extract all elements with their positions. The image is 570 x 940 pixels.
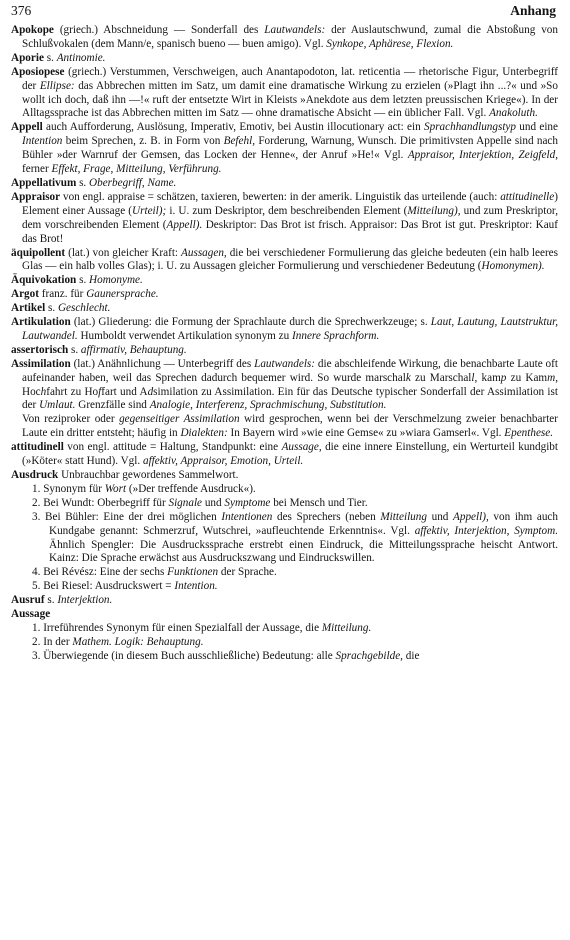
- entry-headword: äquipollent: [11, 246, 66, 259]
- entry-body: auch Aufforderung, Auslösung, Imperativ, Emotiv, bei Austin illocutionary act: ein Sprachhandlungstyp und eine Intention beim Sprechen, z. B. in Form von Befehl, Forderung, Warnung, Wunsch. Die primitivsten Appelle sind nach Bühler »der Warnruf der Gemsen, das Locken der Henne«, der Anruf »He!« Vgl. Appraisor, Interjektion, Zeigfeld, ferner Effekt, Frage, Mitteilung, Verführung.: [22, 121, 558, 176]
- entry-body: s. Geschlecht.: [45, 302, 111, 315]
- entry-headword: Äquivokation: [11, 274, 77, 287]
- dictionary-entry: [11, 66, 558, 122]
- entry-headword: Argot: [11, 288, 39, 301]
- entry-headword: attitudinell: [11, 441, 64, 454]
- entry-body: Unbrauchbar gewordenes Sammelwort.: [58, 469, 239, 481]
- entry-list: [11, 24, 558, 664]
- ausdruck-sublist: [11, 483, 558, 594]
- numbered-sense: 1. Irreführendes Synonym für einen Spezialfall der Aussage, die Mitteilung.: [32, 621, 372, 634]
- section-title: Anhang: [510, 3, 556, 18]
- dictionary-entry: [11, 316, 558, 344]
- aussage-sublist: [11, 622, 558, 664]
- dictionary-entry: [11, 191, 558, 247]
- entry-body: (lat.) Gliederung: die Formung der Sprachlaute durch die Sprechwerkzeuge; s. Laut, Lautung, Lautstruktur, Lautwandel. Humboldt verwendet Artikulation synonym zu Innere Sprachform.: [22, 316, 558, 342]
- dictionary-entry: [11, 344, 558, 358]
- entry-body: (griech.) Verstummen, Verschweigen, auch Anantapodoton, lat. reticentia — rhetorische Figur, Unterbegriff der Ellipse: das Abbrechen mitten im Satz, um damit eine dramatische Wirkung zu erzielen (»Plagt ihn ...?« und »So wollt ich doch, daß ihn —!« ruft der entsetzte Wirt in Kleists »Anekdote aus dem letzten preussischen Kriege«). In der Alltagssprache ist das Abbrechen mitten im Satz — ohne dramatische Absicht — ein üblicher Fall. Vgl. Anakoluth.: [22, 65, 559, 120]
- entry-body: s. Interjektion.: [44, 594, 113, 607]
- dictionary-entry: [11, 24, 558, 52]
- entry-headword: Ausdruck: [11, 469, 59, 481]
- dictionary-entry: [11, 121, 558, 177]
- dictionary-entry: [11, 247, 558, 275]
- dictionary-entry: [11, 608, 558, 622]
- entry-body: s. Homonyme.: [76, 274, 143, 287]
- entry-headword: Ausruf: [11, 594, 45, 607]
- numbered-sense: 4. Bei Révész: Eine der sechs Funktionen der Sprache.: [32, 566, 277, 579]
- dictionary-entry: [11, 288, 558, 302]
- dictionary-entry: [11, 594, 558, 608]
- entry-headword: Appellativum: [11, 176, 77, 189]
- entry-body: franz. für Gaunersprache.: [38, 288, 159, 301]
- entry-headword: Apokope: [11, 24, 54, 36]
- numbered-sense: 5. Bei Riesel: Ausdruckswert = Intention.: [32, 580, 218, 593]
- page-number: 376: [11, 3, 32, 18]
- entry-body: (griech.) Abschneidung — Sonderfall des Lautwandels: der Auslautschwund, zumal die Abstoßung von Schlußvokalen (dem Mann/e, spanisch bueno — buen amigo). Vgl. Synkope, Aphärese, Flexion.: [22, 24, 558, 50]
- entry-headword: Assimilation: [11, 357, 71, 370]
- entry-body: von engl. appraise = schätzen, taxieren, bewerten: in der amerik. Linguistik das urteilende (auch: attitudinelle) Element einer Aussage (Urteil); i. U. zum Deskriptor, dem beschreibenden Element (Mitteilung), und zum Preskriptor, dem vorschreibenden Element (Appell). Deskriptor: Das Brot ist frisch. Appraisor: Das Brot ist gut. Preskriptor: Kauf das Brot!: [22, 190, 559, 245]
- entry-body: (lat.) Anähnlichung — Unterbegriff des Lautwandels: die abschleifende Wirkung, die benachbarte Laute oft aufeinander haben, weil das Sprechen dadurch bequemer wird. So wurde marschalk zu Marschall, kamp zu Kamm, Hochfahrt zu Hoffart und Adsimilation zu Assimilation. Ein für das Deutsche typischer Sonderfall der Assimilation ist der Umlaut. Grenzfälle sind Analogie, Interferenz, Sprachmischung, Substitution. Von reziproker oder gegenseitiger Assimilation wird gesprochen, wenn bei der Verschmelzung zweier benachbarter Laute ein dritter entsteht; häufig in Dialekten: In Bayern wird »wie eine Gemse« zu »wiara Gamserl«. Vgl. Epenthese.: [22, 357, 559, 440]
- entry-body: von engl. attitude = Haltung, Standpunkt: eine Aussage, die eine innere Einstellung, ein Werturteil kundgibt (»Köter« statt Hund). Vgl. affektiv, Appraisor, Emotion, Urteil.: [22, 441, 559, 468]
- entry-headword: Appraisor: [11, 190, 61, 203]
- entry-headword: Appell: [11, 121, 43, 134]
- entry-headword: Aposiopese: [11, 65, 65, 78]
- entry-headword: Artikel: [11, 302, 46, 315]
- entry-headword: assertorisch: [11, 343, 69, 356]
- entry-headword: Artikulation: [11, 316, 71, 329]
- numbered-sense: 2. In der Mathem. Logik: Behauptung.: [32, 635, 204, 648]
- entry-body: s. affirmativ, Behauptung.: [68, 343, 187, 356]
- running-head: [11, 3, 556, 19]
- dictionary-entry: [11, 358, 558, 441]
- entry-headword: Aussage: [11, 608, 51, 621]
- entry-body: (lat.) von gleicher Kraft: Aussagen, die bei verschiedener Formulierung das gleiche bedeuten (ein halb leeres Glas — ein halb volles Glas); i. U. zu Aussagen gleicher Formulierung und verschiedener Bedeutung (Homonymen).: [22, 246, 558, 273]
- entry-body: s. Antinomie.: [43, 51, 106, 64]
- main-entries: [11, 24, 558, 483]
- dictionary-entry: [11, 469, 558, 483]
- numbered-sense: 2. Bei Wundt: Oberbegriff für Signale und Symptome bei Mensch und Tier.: [32, 496, 368, 509]
- dictionary-entry: [11, 302, 558, 316]
- dictionary-entry: [11, 177, 558, 191]
- dictionary-entry: [11, 52, 558, 66]
- numbered-sense: 1. Synonym für Wort (»Der treffende Ausdruck«).: [32, 482, 256, 495]
- dictionary-entry: [11, 274, 558, 288]
- dictionary-entry: [11, 441, 558, 469]
- numbered-sense: 3. Überwiegende (in diesem Buch ausschließliche) Bedeutung: alle Sprachgebilde, die: [32, 649, 420, 662]
- entry-body: s. Oberbegriff, Name.: [76, 176, 177, 189]
- entry-headword: Aporie: [11, 51, 44, 64]
- numbered-sense: 3. Bei Bühler: Eine der drei möglichen Intentionen des Sprechers (neben Mitteilung und Appell), von ihm auch Kundgabe genannt: Schmerzruf, Wutschrei, »aufleuchtende Erkenntnis«. Vgl. affektiv, Interjektion, Symptom. Ähnlich Spengler: Die Ausdruckssprache erstrebt einen Eindruck, die Mitteilungssprache heischt Antwort. Kainz: Die Sprache erwächst aus Ausdruckszwang und Eindruckswillen.: [32, 510, 559, 565]
